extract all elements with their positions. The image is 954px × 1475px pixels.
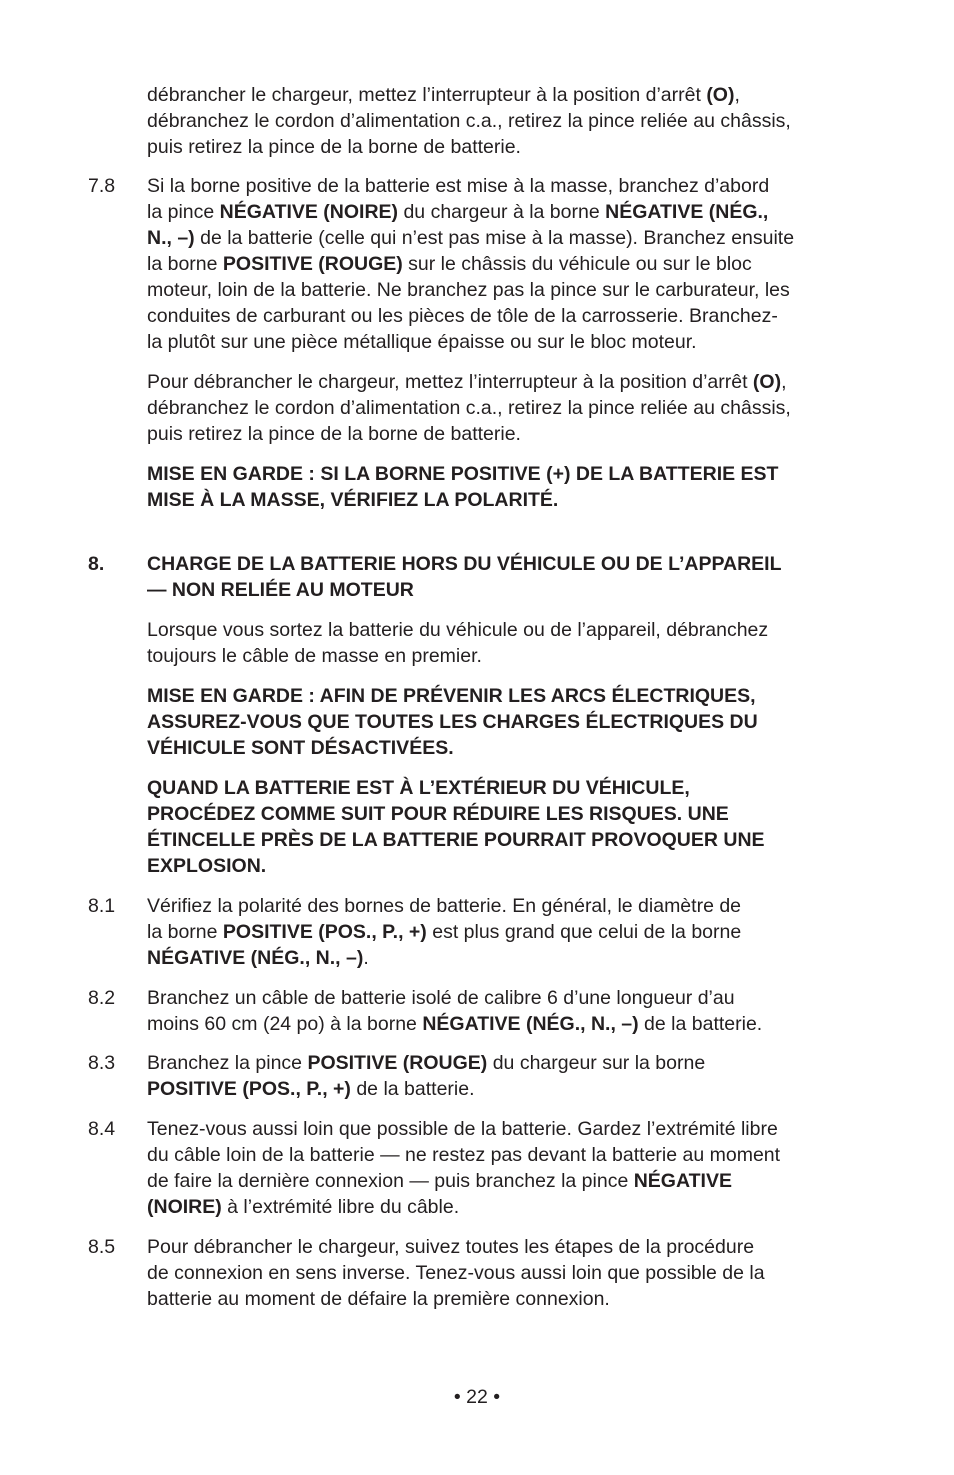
bold-run: QUAND LA BATTERIE EST À L’EXTÉRIEUR DU VÉHICULE, bbox=[147, 777, 690, 799]
text-run: , bbox=[781, 371, 787, 393]
text-line bbox=[147, 617, 872, 643]
text-run: Branchez un câble de batterie isolé de calibre 6 d’une longueur d’au bbox=[147, 987, 735, 1009]
bold-run: NÉGATIVE (NÉG., N., –) bbox=[422, 1013, 639, 1035]
text-line bbox=[147, 225, 872, 251]
text-line bbox=[147, 775, 872, 801]
text-run: Vérifiez la polarité des bornes de batterie. En général, le diamètre de bbox=[147, 895, 742, 917]
text-line bbox=[147, 82, 872, 108]
text-run: du chargeur sur la borne bbox=[487, 1052, 706, 1074]
text-run: de connexion en sens inverse. Tenez-vous aussi loin que possible de la bbox=[147, 1262, 765, 1284]
paragraph-8-3 bbox=[147, 1050, 872, 1102]
text-run: Pour débrancher le chargeur, mettez l’interrupteur à la position d’arrêt bbox=[147, 371, 753, 393]
text-line bbox=[147, 683, 872, 709]
bold-run: MISE À LA MASSE, VÉRIFIEZ LA POLARITÉ. bbox=[147, 489, 559, 511]
text-line bbox=[147, 251, 872, 277]
bold-run: MISE EN GARDE : SI LA BORNE POSITIVE (+) DE LA BATTERIE EST bbox=[147, 463, 779, 485]
text-run: de la batterie. bbox=[638, 1013, 763, 1035]
section-number-8: 8. bbox=[88, 553, 105, 575]
text-line bbox=[147, 1142, 872, 1168]
text-line bbox=[147, 134, 872, 160]
bold-run: (NOIRE) bbox=[147, 1196, 222, 1218]
text-run: la borne bbox=[147, 253, 223, 275]
text-run: du chargeur à la borne bbox=[398, 201, 606, 223]
text-line bbox=[147, 461, 872, 487]
text-run: Si la borne positive de la batterie est mise à la masse, branchez d’abord bbox=[147, 175, 770, 197]
bold-run: EXPLOSION. bbox=[147, 855, 267, 877]
paragraph-8-4 bbox=[147, 1116, 872, 1220]
text-run: toujours le câble de masse en premier. bbox=[147, 645, 482, 667]
bold-run: NÉGATIVE (NÉG., bbox=[605, 201, 769, 223]
bold-run: NÉGATIVE bbox=[633, 1170, 732, 1192]
bold-run: ASSUREZ-VOUS QUE TOUTES LES CHARGES ÉLECTRIQUES DU bbox=[147, 711, 758, 733]
text-run: est plus grand que celui de la borne bbox=[426, 921, 742, 943]
text-run: de la batterie (celle qui n’est pas mise à la masse). Branchez ensuite bbox=[194, 227, 795, 249]
text-line bbox=[147, 893, 872, 919]
text-run: du câble loin de la batterie — ne restez pas devant la batterie au moment bbox=[147, 1144, 781, 1166]
text-run: puis retirez la pince de la borne de batterie. bbox=[147, 423, 521, 445]
caution-8-explosion bbox=[147, 775, 872, 879]
text-run: la pince bbox=[147, 201, 220, 223]
text-run: puis retirez la pince de la borne de batterie. bbox=[147, 136, 521, 158]
text-run: débranchez le cordon d’alimentation c.a., retirez la pince reliée au châssis, bbox=[147, 397, 791, 419]
text-line bbox=[147, 1260, 872, 1286]
text-line bbox=[147, 1050, 872, 1076]
text-run: Lorsque vous sortez la batterie du véhicule ou de l’appareil, débranchez bbox=[147, 619, 769, 641]
text-line bbox=[147, 303, 872, 329]
bold-run: NÉGATIVE (NÉG., N., –) bbox=[147, 947, 364, 969]
section-number-8-4: 8.4 bbox=[88, 1118, 116, 1140]
text-line bbox=[147, 199, 872, 225]
section-number-8-1: 8.1 bbox=[88, 895, 116, 917]
bold-run: (O) bbox=[706, 84, 735, 106]
text-line bbox=[147, 421, 872, 447]
text-run: Pour débrancher le chargeur, suivez toutes les étapes de la procédure bbox=[147, 1236, 755, 1258]
text-line bbox=[147, 735, 872, 761]
bold-run: PROCÉDEZ COMME SUIT POUR RÉDUIRE LES RISQUES. UNE bbox=[147, 803, 729, 825]
text-line bbox=[147, 369, 872, 395]
text-line bbox=[147, 551, 872, 577]
text-line bbox=[147, 827, 872, 853]
text-line bbox=[147, 395, 872, 421]
bold-run: POSITIVE (POS., P., +) bbox=[222, 921, 427, 943]
page-number: • 22 • bbox=[453, 1386, 501, 1408]
text-run: débranchez le cordon d’alimentation c.a., retirez la pince reliée au châssis, bbox=[147, 110, 791, 132]
text-run: sur le châssis du véhicule ou sur le bloc bbox=[402, 253, 752, 275]
paragraph-7-8-disconnect bbox=[147, 369, 872, 447]
paragraph-8-intro bbox=[147, 617, 872, 669]
text-run: . bbox=[363, 947, 369, 969]
text-line bbox=[147, 643, 872, 669]
text-line bbox=[147, 487, 872, 513]
section-number-8-2: 8.2 bbox=[88, 987, 116, 1009]
text-line bbox=[147, 1194, 872, 1220]
text-line bbox=[147, 1168, 872, 1194]
text-line bbox=[147, 173, 872, 199]
text-line bbox=[147, 329, 872, 355]
caution-8-arcs bbox=[147, 683, 872, 761]
bold-run: MISE EN GARDE : AFIN DE PRÉVENIR LES ARCS ÉLECTRIQUES, bbox=[147, 685, 756, 707]
paragraph-8-2 bbox=[147, 985, 872, 1037]
paragraph-8-1 bbox=[147, 893, 872, 971]
text-run: de la batterie. bbox=[350, 1078, 475, 1100]
text-line bbox=[147, 1234, 872, 1260]
bold-run: CHARGE DE LA BATTERIE HORS DU VÉHICULE OU DE L’APPAREIL bbox=[147, 553, 782, 575]
caution-7-8 bbox=[147, 461, 872, 513]
text-line bbox=[147, 945, 872, 971]
section-number-8-3: 8.3 bbox=[88, 1052, 116, 1074]
bold-run: NÉGATIVE (NOIRE) bbox=[219, 201, 399, 223]
text-line bbox=[147, 1286, 872, 1312]
text-run: Tenez-vous aussi loin que possible de la batterie. Gardez l’extrémité libre bbox=[147, 1118, 778, 1140]
text-line bbox=[147, 801, 872, 827]
text-run: batterie au moment de défaire la première connexion. bbox=[147, 1288, 610, 1310]
text-line bbox=[147, 1076, 872, 1102]
bold-run: N., –) bbox=[147, 227, 195, 249]
text-run: moins 60 cm (24 po) à la borne bbox=[147, 1013, 423, 1035]
text-line bbox=[147, 709, 872, 735]
bold-run: ÉTINCELLE PRÈS DE LA BATTERIE POURRAIT PROVOQUER UNE bbox=[147, 829, 765, 851]
bold-run: POSITIVE (POS., P., +) bbox=[147, 1078, 351, 1100]
bold-run: (O) bbox=[752, 371, 782, 393]
text-line bbox=[147, 853, 872, 879]
section-8-heading bbox=[147, 551, 872, 603]
text-run: conduites de carburant ou les pièces de tôle de la carrosserie. Branchez- bbox=[147, 305, 778, 327]
text-run: moteur, loin de la batterie. Ne branchez pas la pince sur le carburateur, les bbox=[147, 279, 790, 301]
text-run: débrancher le chargeur, mettez l’interrupteur à la position d’arrêt bbox=[147, 84, 707, 106]
bold-run: POSITIVE (ROUGE) bbox=[222, 253, 403, 275]
text-line bbox=[147, 919, 872, 945]
text-run: de faire la dernière connexion — puis branchez la pince bbox=[147, 1170, 634, 1192]
paragraph-disconnect-continued bbox=[147, 82, 872, 160]
text-line bbox=[147, 1011, 872, 1037]
text-line bbox=[147, 985, 872, 1011]
section-number-8-5: 8.5 bbox=[88, 1236, 116, 1258]
text-run: , bbox=[734, 84, 740, 106]
bold-run: VÉHICULE SONT DÉSACTIVÉES. bbox=[147, 737, 454, 759]
text-run: à l’extrémité libre du câble. bbox=[221, 1196, 460, 1218]
text-run: la plutôt sur une pièce métallique épaisse ou sur le bloc moteur. bbox=[147, 331, 697, 353]
paragraph-8-5 bbox=[147, 1234, 872, 1312]
bold-run: — NON RELIÉE AU MOTEUR bbox=[147, 579, 414, 601]
text-run: Branchez la pince bbox=[147, 1052, 308, 1074]
text-run: la borne bbox=[147, 921, 223, 943]
text-line bbox=[147, 577, 872, 603]
section-number-7-8: 7.8 bbox=[88, 175, 116, 197]
paragraph-7-8 bbox=[147, 173, 872, 355]
bold-run: POSITIVE (ROUGE) bbox=[307, 1052, 488, 1074]
text-line bbox=[147, 108, 872, 134]
text-line bbox=[147, 1116, 872, 1142]
text-line bbox=[147, 277, 872, 303]
